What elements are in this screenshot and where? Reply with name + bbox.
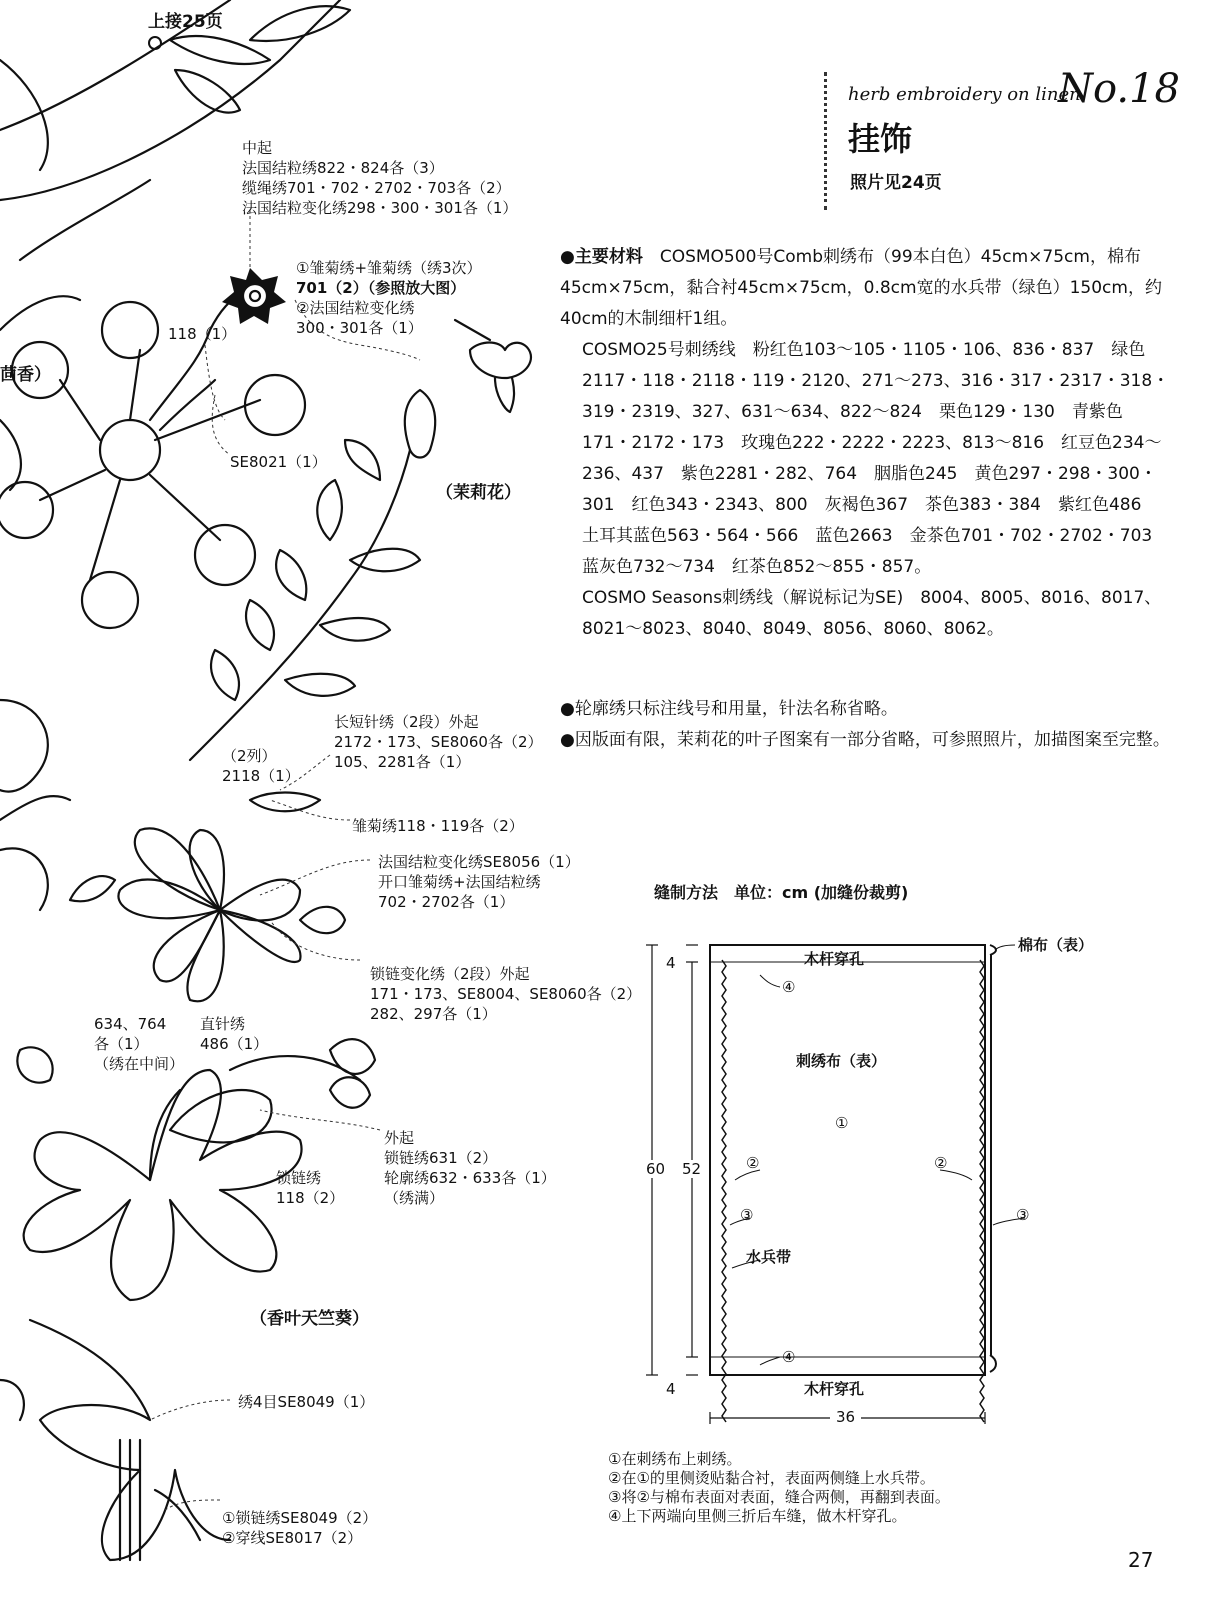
annotation-lazy-daisy: 雏菊绣118・119各（2）: [352, 817, 524, 835]
sewing-step-3: ③将②与棉布表面对表面，缝合两侧，再翻到表面。: [608, 1488, 950, 1506]
step-marker-3-left: ③: [740, 1206, 754, 1224]
annotation-chain-var: 锁链变化绣（2段）外起 171・173、SE8004、SE8060各（2） 282、297各（1）: [370, 965, 642, 1023]
materials-p1: COSMO500号Comb刺绣布（99本白色）45cm×75cm，棉布45cm×75cm，黏合衬45cm×75cm，0.8cm宽的水兵带（绿色）150cm，约40cm的木制细杆1组。: [560, 247, 1162, 329]
geranium-label: （香叶天竺葵）: [250, 1309, 369, 1329]
annotation-long-short: 长短针绣（2段）外起 2172・173、SE8060各（2） 105、2281各（1）: [334, 713, 543, 771]
fennel-partial-label: 茴香）: [0, 365, 51, 385]
page-number: 27: [1128, 1548, 1154, 1572]
annotation-french-var: 法国结粒变化绣SE8056（1） 开口雏菊绣+法国结粒绣 702・2702各（1）: [378, 853, 580, 911]
continue-label: 上接25页: [148, 12, 223, 32]
page-title: 挂饰: [848, 120, 913, 158]
step-marker-1: ①: [835, 1114, 849, 1132]
step-marker-2-left: ②: [746, 1154, 760, 1172]
note-1: ●轮廓绣只标注线号和用量，针法名称省略。: [560, 699, 898, 719]
annotation-start-center: 中起 法国结粒绣822・824各（3） 缆绳绣701・702・2702・703各（2） 法国结粒变化绣298・300・301各（1）: [242, 139, 518, 217]
annotation-634: 634、764 各（1） （绣在中间）: [94, 1015, 185, 1073]
step-marker-3-right: ③: [1016, 1206, 1030, 1224]
note-2: ●因版面有限，茉莉花的叶子图案有一部分省略，可参照照片，加描图案至完整。: [560, 730, 1170, 750]
step-marker-2-right: ②: [934, 1154, 948, 1172]
rod-hole-top: 木杆穿孔: [804, 950, 865, 968]
rod-hole-bottom: 木杆穿孔: [804, 1380, 865, 1398]
embroidery-fabric-label: 刺绣布（表）: [796, 1052, 887, 1070]
dimension-36: 36: [830, 1408, 861, 1426]
dimension-4-bottom: 4: [666, 1380, 676, 1398]
materials-p3: COSMO Seasons刺绣线（解说标记为SE) 8004、8005、8016、8017、8021～8023、8040、8049、8056、8060、8062。: [582, 588, 1162, 639]
annotation-se8049-b: ①锁链绣SE8049（2） ②穿线SE8017（2）: [222, 1509, 378, 1547]
materials-heading: ●主要材料: [560, 247, 643, 267]
cotton-label: 棉布（表）: [1018, 936, 1094, 954]
sewing-title: 缝制方法 单位：cm (加缝份裁剪): [654, 883, 909, 902]
series-title: herb embroidery on linen: [848, 84, 1081, 105]
pattern-number: No.18: [1058, 66, 1180, 112]
sewing-steps: [608, 1450, 950, 1526]
materials-p2: COSMO25号刺绣线 粉红色103～105・1105・106、836・837 绿色2117・118・2118・119・2120、271～273、316・317・2317・318・319・2319、327、631～634、822～824 栗色129・130 青紫色171・2172・173 玫瑰色222・2222・2223、813～816 红豆色234～236、437 紫色2281・282、764 胭脂色245 黄色297・298・300・301 红色343・2343、800 灰褐色367 茶色383・384 紫红色486 土耳其蓝色563・564・566 蓝色2663 金茶色701・702・2702・703 蓝灰色732～734 红茶色852～855・857。: [582, 340, 1170, 577]
annotation-chain-118: 锁链绣 118（2）: [276, 1169, 345, 1207]
annotation-straight: 直针绣 486（1）: [200, 1015, 269, 1053]
photo-reference: 照片见24页: [850, 173, 942, 193]
header-dotted-rule: [824, 72, 827, 210]
dimension-52: 52: [682, 1160, 702, 1178]
annotation-outer-start: 外起 锁链绣631（2） 轮廓绣632・633各（1） （绣满）: [384, 1129, 556, 1207]
dimension-60: 60: [646, 1160, 666, 1178]
materials-block: [560, 242, 1172, 645]
annotation-118: 118（1）: [168, 325, 237, 343]
notes-block: [560, 694, 1172, 756]
annotation-two-rows: （2列） 2118（1）: [222, 747, 300, 785]
annotation-se8021: SE8021（1）: [230, 453, 327, 471]
annotation-se8049-a: 绣4目SE8049（1）: [238, 1393, 375, 1411]
sewing-step-1: ①在刺绣布上刺绣。: [608, 1450, 742, 1468]
sewing-step-2: ②在①的里侧烫贴黏合衬，表面两侧缝上水兵带。: [608, 1469, 935, 1487]
ricrac-label: 水兵带: [746, 1248, 792, 1266]
sewing-step-4: ④上下两端向里侧三折后车缝，做木杆穿孔。: [608, 1507, 907, 1525]
annotation-flower-detail: ①雏菊绣+雏菊绣（绣3次） 701（2）（参照放大图） ②法国结粒变化绣 300・301各（1）: [296, 259, 482, 337]
dimension-4-top: 4: [666, 954, 676, 972]
step-marker-4-bottom: ④: [782, 1348, 796, 1366]
step-marker-4-top: ④: [782, 978, 796, 996]
jasmine-label: （茉莉花）: [436, 483, 521, 503]
